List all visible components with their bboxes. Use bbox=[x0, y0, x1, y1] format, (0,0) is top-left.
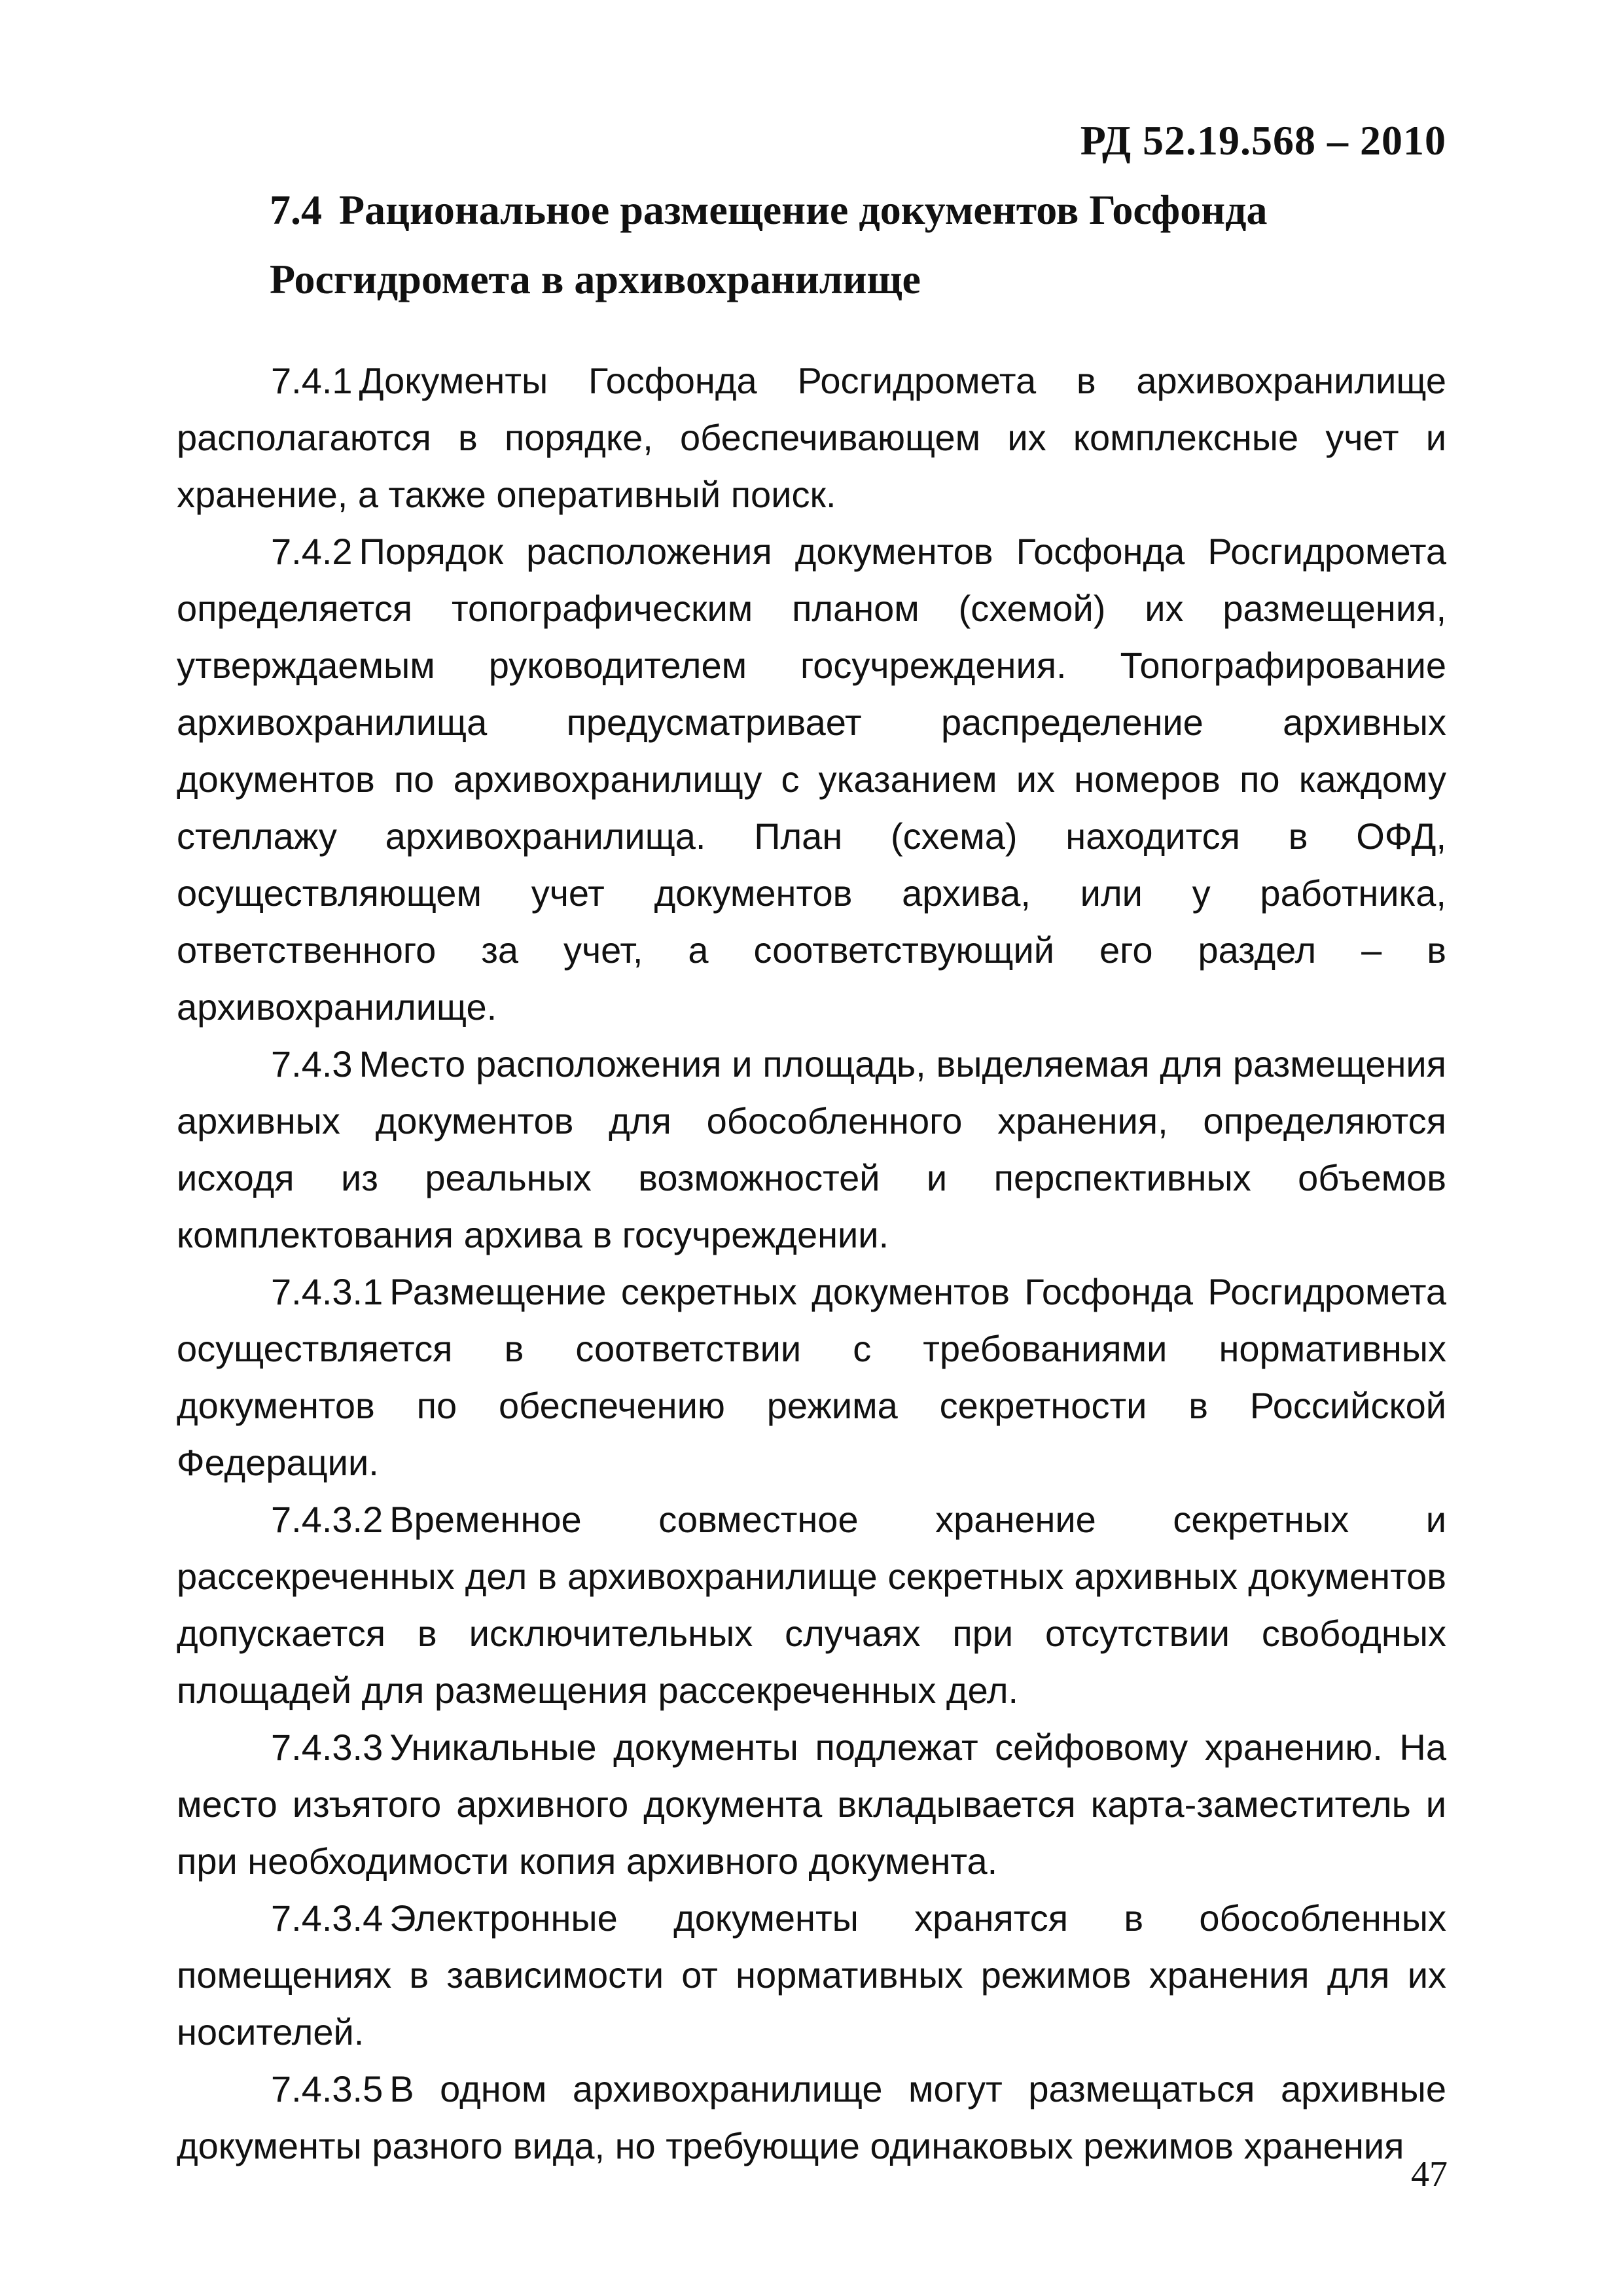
paragraph-number: 7.4.1 bbox=[271, 360, 353, 401]
paragraph-7-4-3-3 bbox=[177, 1719, 1446, 1890]
paragraph-7-4-2 bbox=[177, 523, 1446, 1035]
paragraph-text: Документы Госфонда Росгидромета в архивохранилище располагаются в порядке, обеспечивающем их комплексные учет и хранение, а также оперативный поиск. bbox=[177, 360, 1446, 515]
paragraph-7-4-3 bbox=[177, 1035, 1446, 1263]
paragraph-number: 7.4.3.4 bbox=[271, 1897, 383, 1939]
paragraph-number: 7.4.3.3 bbox=[271, 1727, 383, 1768]
paragraph-7-4-3-1 bbox=[177, 1263, 1446, 1491]
paragraph-number: 7.4.2 bbox=[271, 531, 353, 572]
paragraph-number: 7.4.3 bbox=[271, 1043, 353, 1085]
document-body bbox=[177, 352, 1446, 2174]
paragraph-number: 7.4.3.2 bbox=[271, 1499, 383, 1540]
paragraph-7-4-3-5 bbox=[177, 2060, 1446, 2174]
section-number: 7.4 bbox=[270, 187, 322, 233]
document-code: РД 52.19.568 – 2010 bbox=[1080, 117, 1446, 164]
paragraph-number: 7.4.3.5 bbox=[271, 2068, 383, 2109]
paragraph-7-4-1 bbox=[177, 352, 1446, 523]
paragraph-7-4-3-2 bbox=[177, 1491, 1446, 1719]
paragraph-text: Временное совместное хранение секретных и рассекреченных дел в архивохранилище секретных архивных документов допускается в исключительных случаях при отсутствии свободных площадей для размещения рассекреченных дел. bbox=[177, 1499, 1446, 1711]
paragraph-text: В одном архивохранилище могут размещаться архивные документы разного вида, но требующие одинаковых режимов хранения bbox=[177, 2068, 1446, 2166]
paragraph-text: Размещение секретных документов Госфонда Росгидромета осуществляется в соответствии с требованиями нормативных документов по обеспечению режима секретности в Российской Федерации. bbox=[177, 1271, 1446, 1483]
section-title-text: Рациональное размещение документов Госфонда Росгидромета в архивохранилище bbox=[270, 187, 1268, 302]
paragraph-number: 7.4.3.1 bbox=[271, 1271, 383, 1312]
paragraph-7-4-3-4 bbox=[177, 1890, 1446, 2060]
page-number: 47 bbox=[1411, 2154, 1448, 2195]
section-heading bbox=[270, 175, 1448, 314]
paragraph-text: Электронные документы хранятся в обособленных помещениях в зависимости от нормативных режимов хранения для их носителей. bbox=[177, 1897, 1446, 2053]
paragraph-text: Порядок расположения документов Госфонда Росгидромета определяется топографическим планом (схемой) их размещения, утверждаемым руководителем госучреждения. Топографирование архивохранилища предусматривает распределение архивных документов по архивохранилищу с указанием их номеров по каждому стеллажу архивохранилища. План (схема) находится в ОФД, осуществляющем учет документов архива, или у работника, ответственного за учет, а соответствующий его раздел – в архивохранилище. bbox=[177, 531, 1446, 1028]
paragraph-text: Место расположения и площадь, выделяемая для размещения архивных документов для обособленного хранения, определяются исходя из реальных возможностей и перспективных объемов комплектования архива в госучреждении. bbox=[177, 1043, 1446, 1255]
paragraph-text: Уникальные документы подлежат сейфовому хранению. На место изъятого архивного документа вкладывается карта-заместитель и при необходимости копия архивного документа. bbox=[177, 1727, 1446, 1882]
